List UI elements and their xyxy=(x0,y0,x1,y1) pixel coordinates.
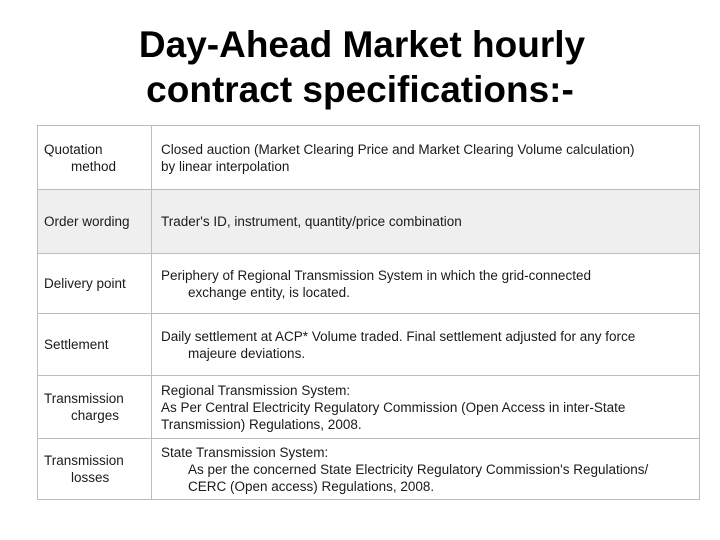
row-value-continued: majeure deviations. xyxy=(188,345,306,361)
table-row-delivery-point xyxy=(38,254,700,314)
table-row-transmission-losses xyxy=(38,439,700,500)
row-label: Order wording xyxy=(44,214,130,229)
table-row-transmission-charges xyxy=(38,376,700,439)
row-label: Transmission xyxy=(44,453,124,468)
row-value: Closed auction (Market Clearing Price and Market Clearing Volume calculation) xyxy=(161,141,635,157)
table-row-order-wording xyxy=(38,190,700,254)
row-label-cell xyxy=(38,314,152,376)
row-value-continued: Transmission) Regulations, 2008. xyxy=(161,416,362,432)
row-label-cell xyxy=(38,126,152,190)
row-value-cell xyxy=(152,126,700,190)
row-value: Trader's ID, instrument, quantity/price combination xyxy=(161,214,462,229)
row-label: Settlement xyxy=(44,337,109,352)
page-title xyxy=(0,22,720,112)
row-label: Delivery point xyxy=(44,276,126,291)
row-value: Regional Transmission System: xyxy=(161,382,351,398)
row-value-continued: by linear interpolation xyxy=(161,158,290,174)
row-value-continued: As Per Central Electricity Regulatory Commission (Open Access in inter-State xyxy=(161,399,626,415)
row-value-cell xyxy=(152,254,700,314)
row-label-continued: losses xyxy=(71,470,110,485)
specifications-table xyxy=(37,125,700,500)
row-value-cell xyxy=(152,439,700,500)
title-line-1: Day-Ahead Market hourly xyxy=(138,24,586,65)
table-row-quotation-method xyxy=(38,126,700,190)
row-value-continued: CERC (Open access) Regulations, 2008. xyxy=(188,478,435,494)
row-label-cell xyxy=(38,439,152,500)
row-value: Daily settlement at ACP* Volume traded. Final settlement adjusted for any force xyxy=(161,328,636,344)
row-label-cell xyxy=(38,190,152,254)
row-value-cell xyxy=(152,314,700,376)
row-label-cell xyxy=(38,376,152,439)
row-label-continued: charges xyxy=(71,408,120,423)
table-row-settlement xyxy=(38,314,700,376)
row-value-continued: As per the concerned State Electricity Regulatory Commission's Regulations/ xyxy=(188,461,649,477)
row-label: Transmission xyxy=(44,391,124,406)
row-label-continued: method xyxy=(71,158,117,174)
row-label: Quotation xyxy=(44,141,103,157)
row-value-cell xyxy=(152,190,700,254)
title-line-2: contract specifications:- xyxy=(146,69,574,110)
row-value: State Transmission System: xyxy=(161,444,329,460)
row-label-cell xyxy=(38,254,152,314)
row-value-cell xyxy=(152,376,700,439)
row-value: Periphery of Regional Transmission System in which the grid-connected xyxy=(161,267,591,283)
row-value-continued: exchange entity, is located. xyxy=(188,284,350,300)
